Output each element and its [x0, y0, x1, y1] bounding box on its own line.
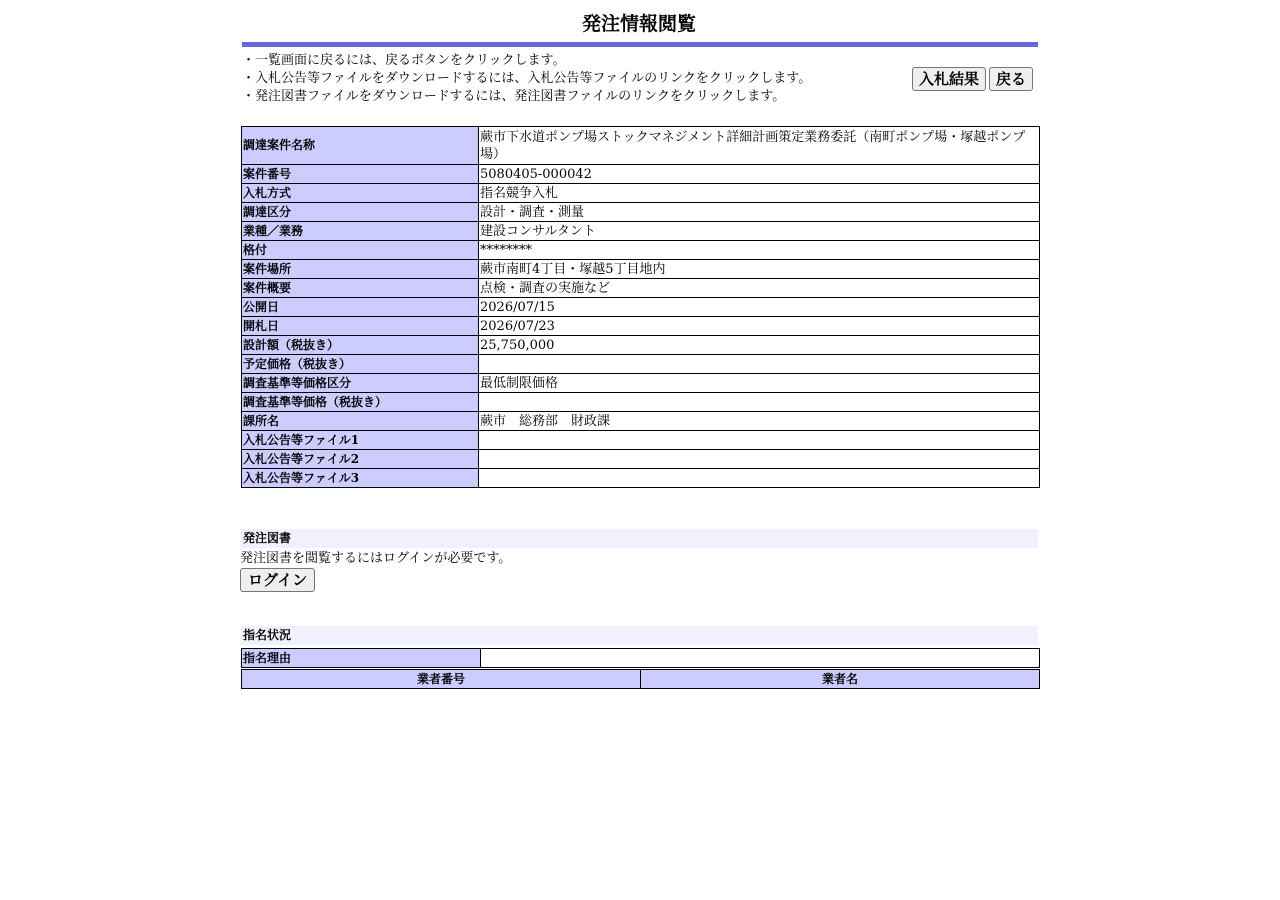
back-button[interactable]: 戻る — [989, 67, 1033, 91]
order-info-table — [241, 126, 1040, 488]
instruction-line: ・入札公告等ファイルをダウンロードするには、入札公告等ファイルのリンクをクリックします。 — [242, 71, 812, 86]
table-row — [242, 203, 1040, 222]
field-value: 蕨市南町4丁目・塚越5丁目地内 — [479, 260, 1040, 279]
designation-reason-table — [241, 648, 1040, 668]
field-value: 2026/07/23 — [479, 317, 1040, 336]
field-label: 調達区分 — [242, 203, 479, 222]
login-message: 発注図書を閲覧するにはログインが必要です。 — [240, 551, 512, 566]
field-label: 課所名 — [242, 412, 479, 431]
table-row — [242, 431, 1040, 450]
table-row — [242, 412, 1040, 431]
field-value: 建設コンサルタント — [479, 222, 1040, 241]
table-row — [242, 393, 1040, 412]
table-row — [242, 279, 1040, 298]
field-label: 入札公告等ファイル1 — [242, 431, 479, 450]
vendor-table — [241, 669, 1040, 689]
order-docs-heading: 発注図書 — [241, 529, 1038, 548]
field-value: 設計・調査・測量 — [479, 203, 1040, 222]
field-value — [479, 431, 1040, 450]
table-row — [242, 450, 1040, 469]
table-row — [242, 165, 1040, 184]
field-label: 格付 — [242, 241, 479, 260]
table-row — [242, 260, 1040, 279]
field-value: 2026/07/15 — [479, 298, 1040, 317]
title-underline — [242, 42, 1038, 47]
field-value — [479, 393, 1040, 412]
top-buttons — [912, 67, 1033, 91]
table-row — [242, 222, 1040, 241]
field-label: 設計額（税抜き） — [242, 336, 479, 355]
field-value: ******** — [479, 241, 1040, 260]
field-value: 最低制限価格 — [479, 374, 1040, 393]
field-label: 入札公告等ファイル3 — [242, 469, 479, 488]
field-value: 5080405-000042 — [479, 165, 1040, 184]
field-label: 案件場所 — [242, 260, 479, 279]
table-row — [242, 184, 1040, 203]
table-row — [242, 374, 1040, 393]
designation-heading: 指名状況 — [241, 626, 1038, 645]
field-value — [479, 469, 1040, 488]
column-vendor-number: 業者番号 — [242, 670, 641, 689]
reason-label: 指名理由 — [242, 649, 481, 668]
field-value — [479, 450, 1040, 469]
field-label: 入札公告等ファイル2 — [242, 450, 479, 469]
instruction-line: ・一覧画面に戻るには、戻るボタンをクリックします。 — [242, 53, 566, 68]
field-label: 入札方式 — [242, 184, 479, 203]
field-label: 案件概要 — [242, 279, 479, 298]
field-label: 調査基準等価格（税抜き） — [242, 393, 479, 412]
login-button[interactable]: ログイン — [240, 568, 315, 592]
table-row — [242, 649, 1040, 668]
table-row — [242, 336, 1040, 355]
table-header-row — [242, 670, 1040, 689]
table-row — [242, 355, 1040, 374]
table-row — [242, 241, 1040, 260]
field-value: 蕨市 総務部 財政課 — [479, 412, 1040, 431]
field-label: 公開日 — [242, 298, 479, 317]
field-value: 25,750,000 — [479, 336, 1040, 355]
table-row — [242, 469, 1040, 488]
page-title: 発注情報閲覧 — [581, 13, 696, 35]
login-button-wrap — [240, 568, 315, 592]
field-label: 予定価格（税抜き） — [242, 355, 479, 374]
field-label: 業種／業務 — [242, 222, 479, 241]
table-row — [242, 317, 1040, 336]
reason-value — [481, 649, 1040, 668]
field-value: 指名競争入札 — [479, 184, 1040, 203]
table-row — [242, 127, 1040, 165]
column-vendor-name: 業者名 — [641, 670, 1040, 689]
field-value: 点検・調査の実施など — [479, 279, 1040, 298]
field-label: 案件番号 — [242, 165, 479, 184]
bid-result-button[interactable]: 入札結果 — [912, 67, 986, 91]
table-row — [242, 298, 1040, 317]
field-value: 蕨市下水道ポンプ場ストックマネジメント詳細計画策定業務委託（南町ポンプ場・塚越ポンプ場） — [479, 127, 1040, 165]
instruction-line: ・発注図書ファイルをダウンロードするには、発注図書ファイルのリンクをクリックします。 — [242, 89, 786, 104]
field-label: 調査基準等価格区分 — [242, 374, 479, 393]
instructions — [242, 52, 892, 106]
field-value — [479, 355, 1040, 374]
field-label: 開札日 — [242, 317, 479, 336]
field-label: 調達案件名称 — [242, 127, 479, 165]
